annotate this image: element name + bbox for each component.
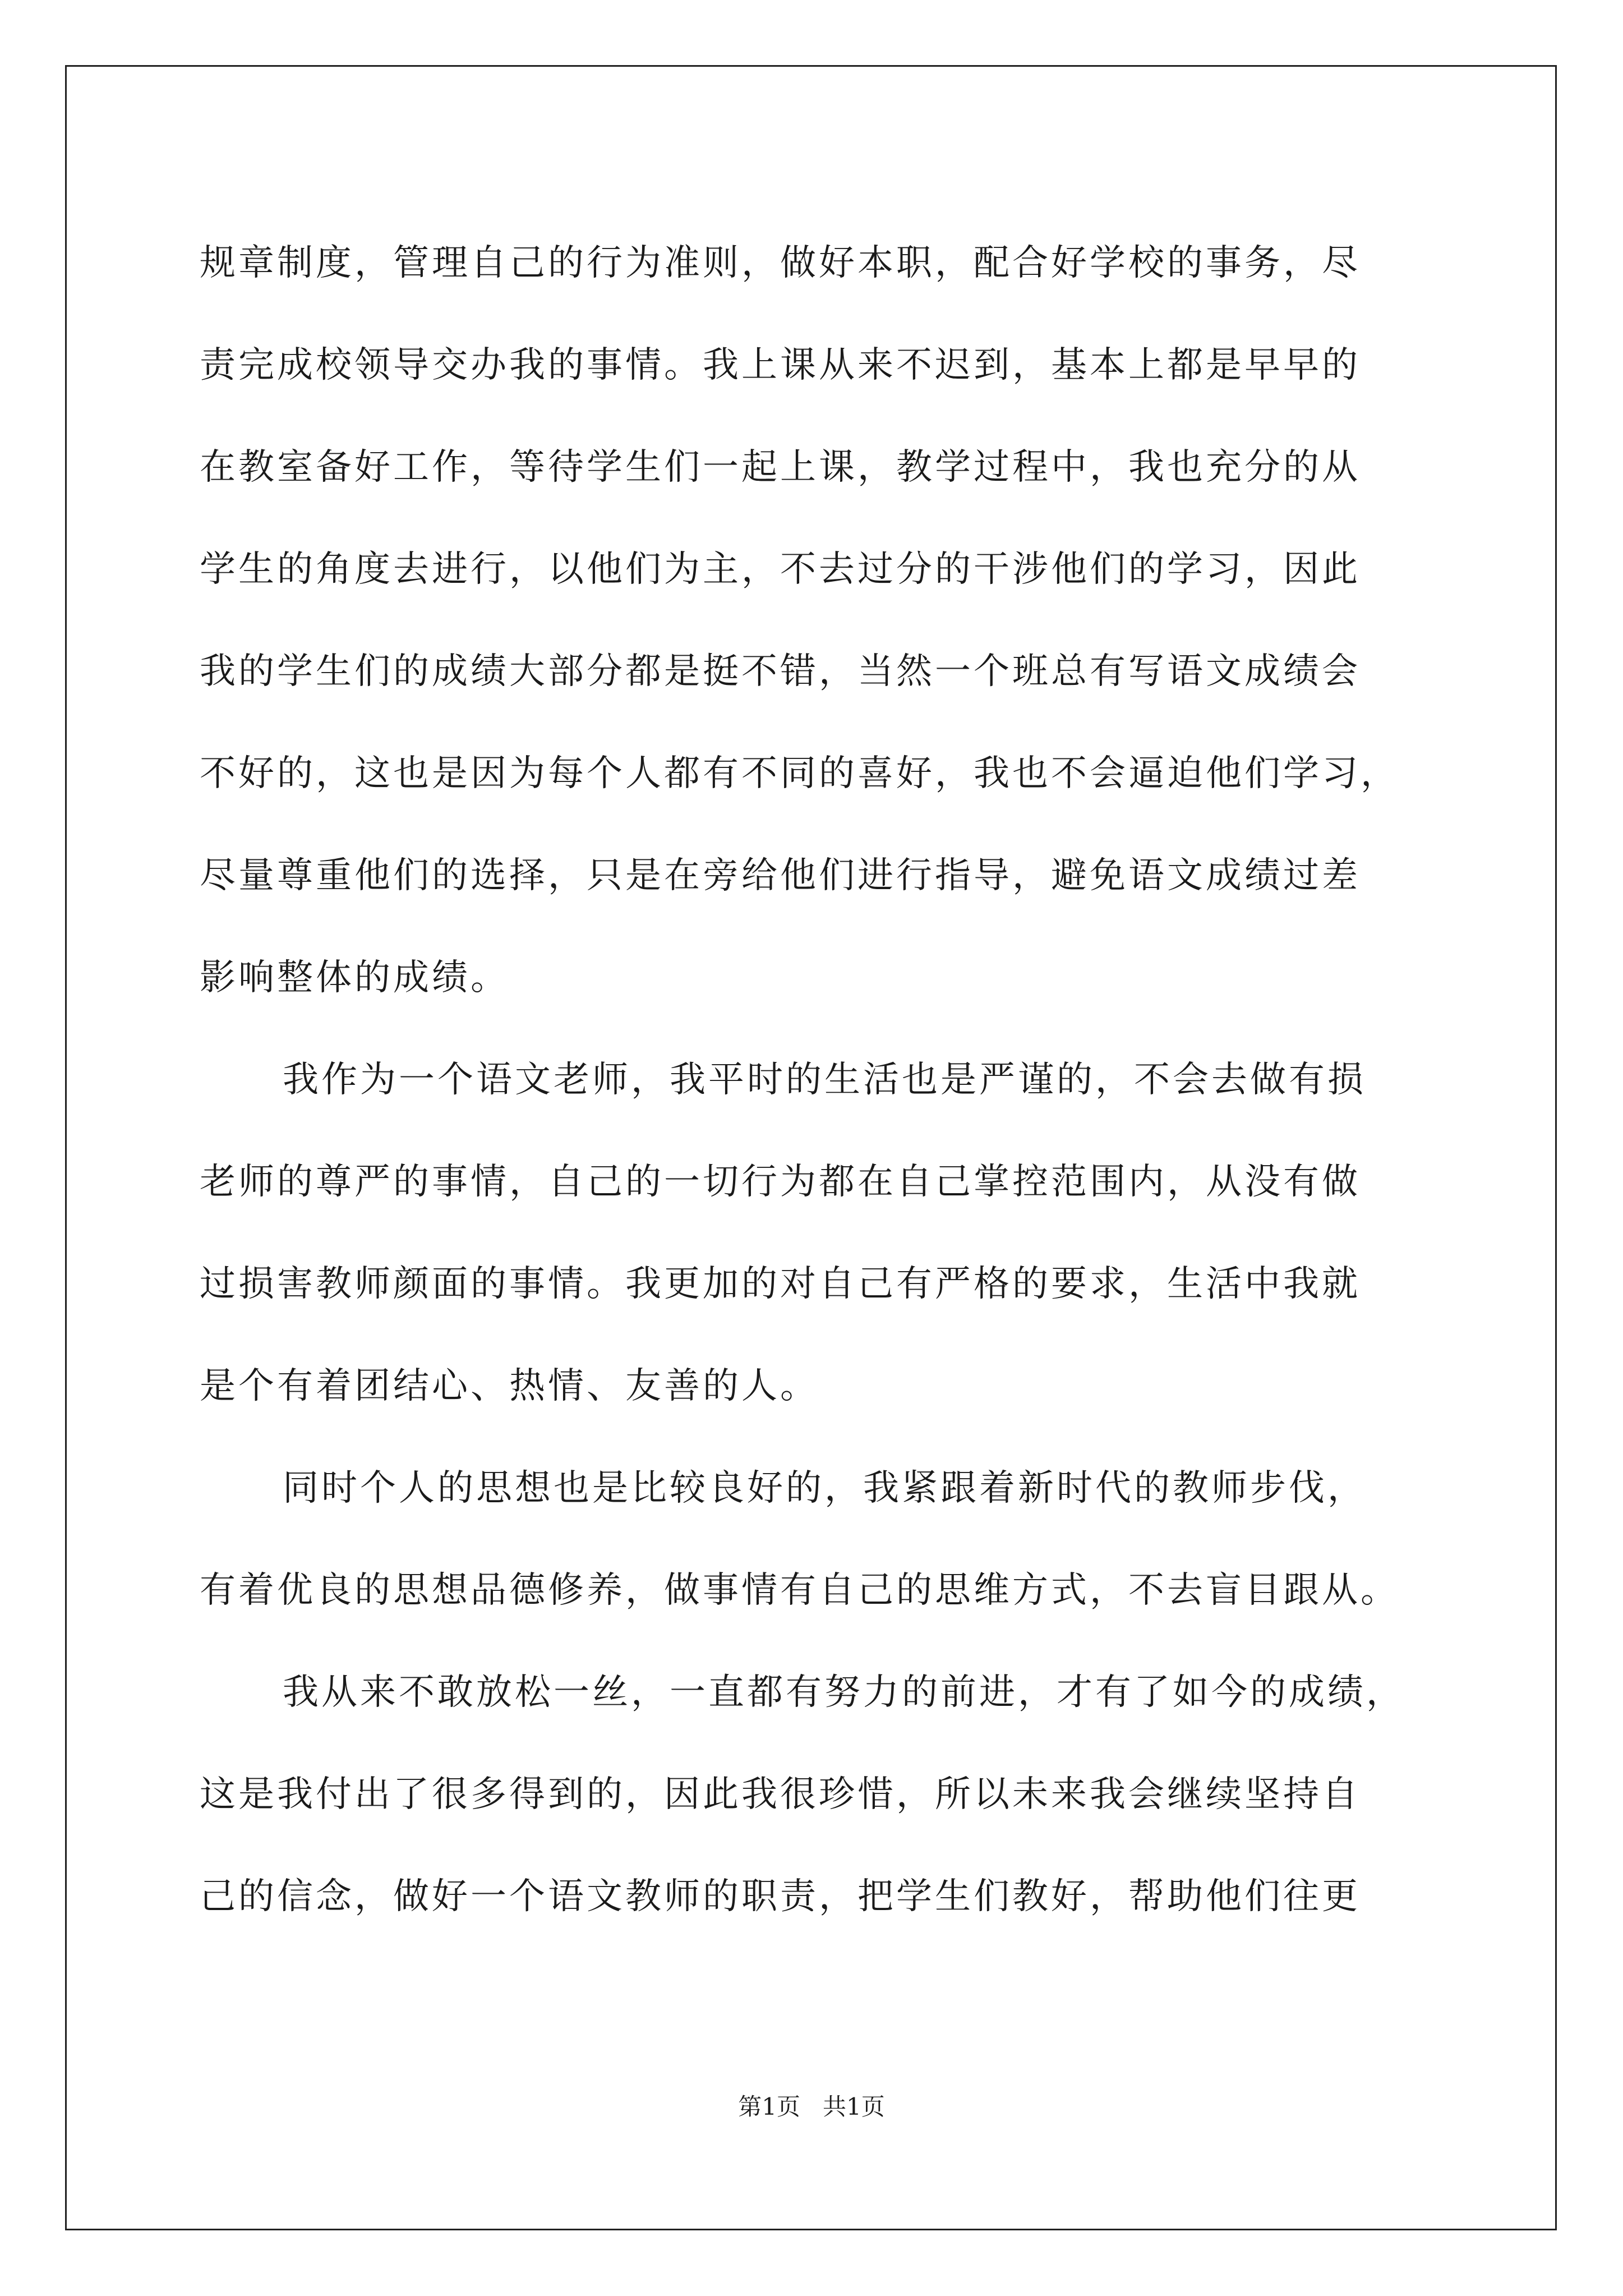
- text-line: 过损害教师颜面的事情。我更加的对自己有严格的要求，生活中我就: [200, 1263, 1361, 1305]
- text-line: 我的学生们的成绩大部分都是挺不错，当然一个班总有写语文成绩会: [200, 651, 1361, 692]
- text-line: 在教室备好工作，等待学生们一起上课，教学过程中，我也充分的从: [200, 447, 1361, 488]
- text-line: 责完成校领导交办我的事情。我上课从来不迟到，基本上都是早早的: [200, 344, 1361, 386]
- text-line: 这是我付出了很多得到的，因此我很珍惜，所以未来我会继续坚持自: [200, 1774, 1361, 1815]
- text-line: 有着优良的思想品德修养，做事情有自己的思维方式，不去盲目跟从。: [200, 1570, 1399, 1611]
- document-body: [200, 212, 1433, 1948]
- paragraph-start-line: 我作为一个语文老师，我平时的生活也是严谨的，不会去做有损: [283, 1059, 1366, 1101]
- page-number-footer: 第1页 共1页: [738, 2093, 885, 2120]
- text-line: 不好的，这也是因为每个人都有不同的喜好，我也不会逼迫他们学习，: [200, 753, 1399, 794]
- text-line: 影响整体的成绩。: [200, 957, 509, 999]
- text-line: 是个有着团结心、热情、友善的人。: [200, 1365, 819, 1407]
- text-line: 规章制度，管理自己的行为准则，做好本职，配合好学校的事务，尽: [200, 242, 1361, 284]
- text-line: 学生的角度去进行，以他们为主，不去过分的干涉他们的学习，因此: [200, 549, 1361, 590]
- text-line: 己的信念，做好一个语文教师的职责，把学生们教好，帮助他们往更: [200, 1876, 1361, 1917]
- paragraph-start-line: 同时个人的思想也是比较良好的，我紧跟着新时代的教师步伐，: [283, 1467, 1366, 1509]
- paragraph-start-line: 我从来不敢放松一丝，一直都有努力的前进，才有了如今的成绩，: [283, 1672, 1405, 1713]
- text-line: 老师的尊严的事情，自己的一切行为都在自己掌控范围内，从没有做: [200, 1161, 1361, 1203]
- text-line: 尽量尊重他们的选择，只是在旁给他们进行指导，避免语文成绩过差: [200, 855, 1361, 896]
